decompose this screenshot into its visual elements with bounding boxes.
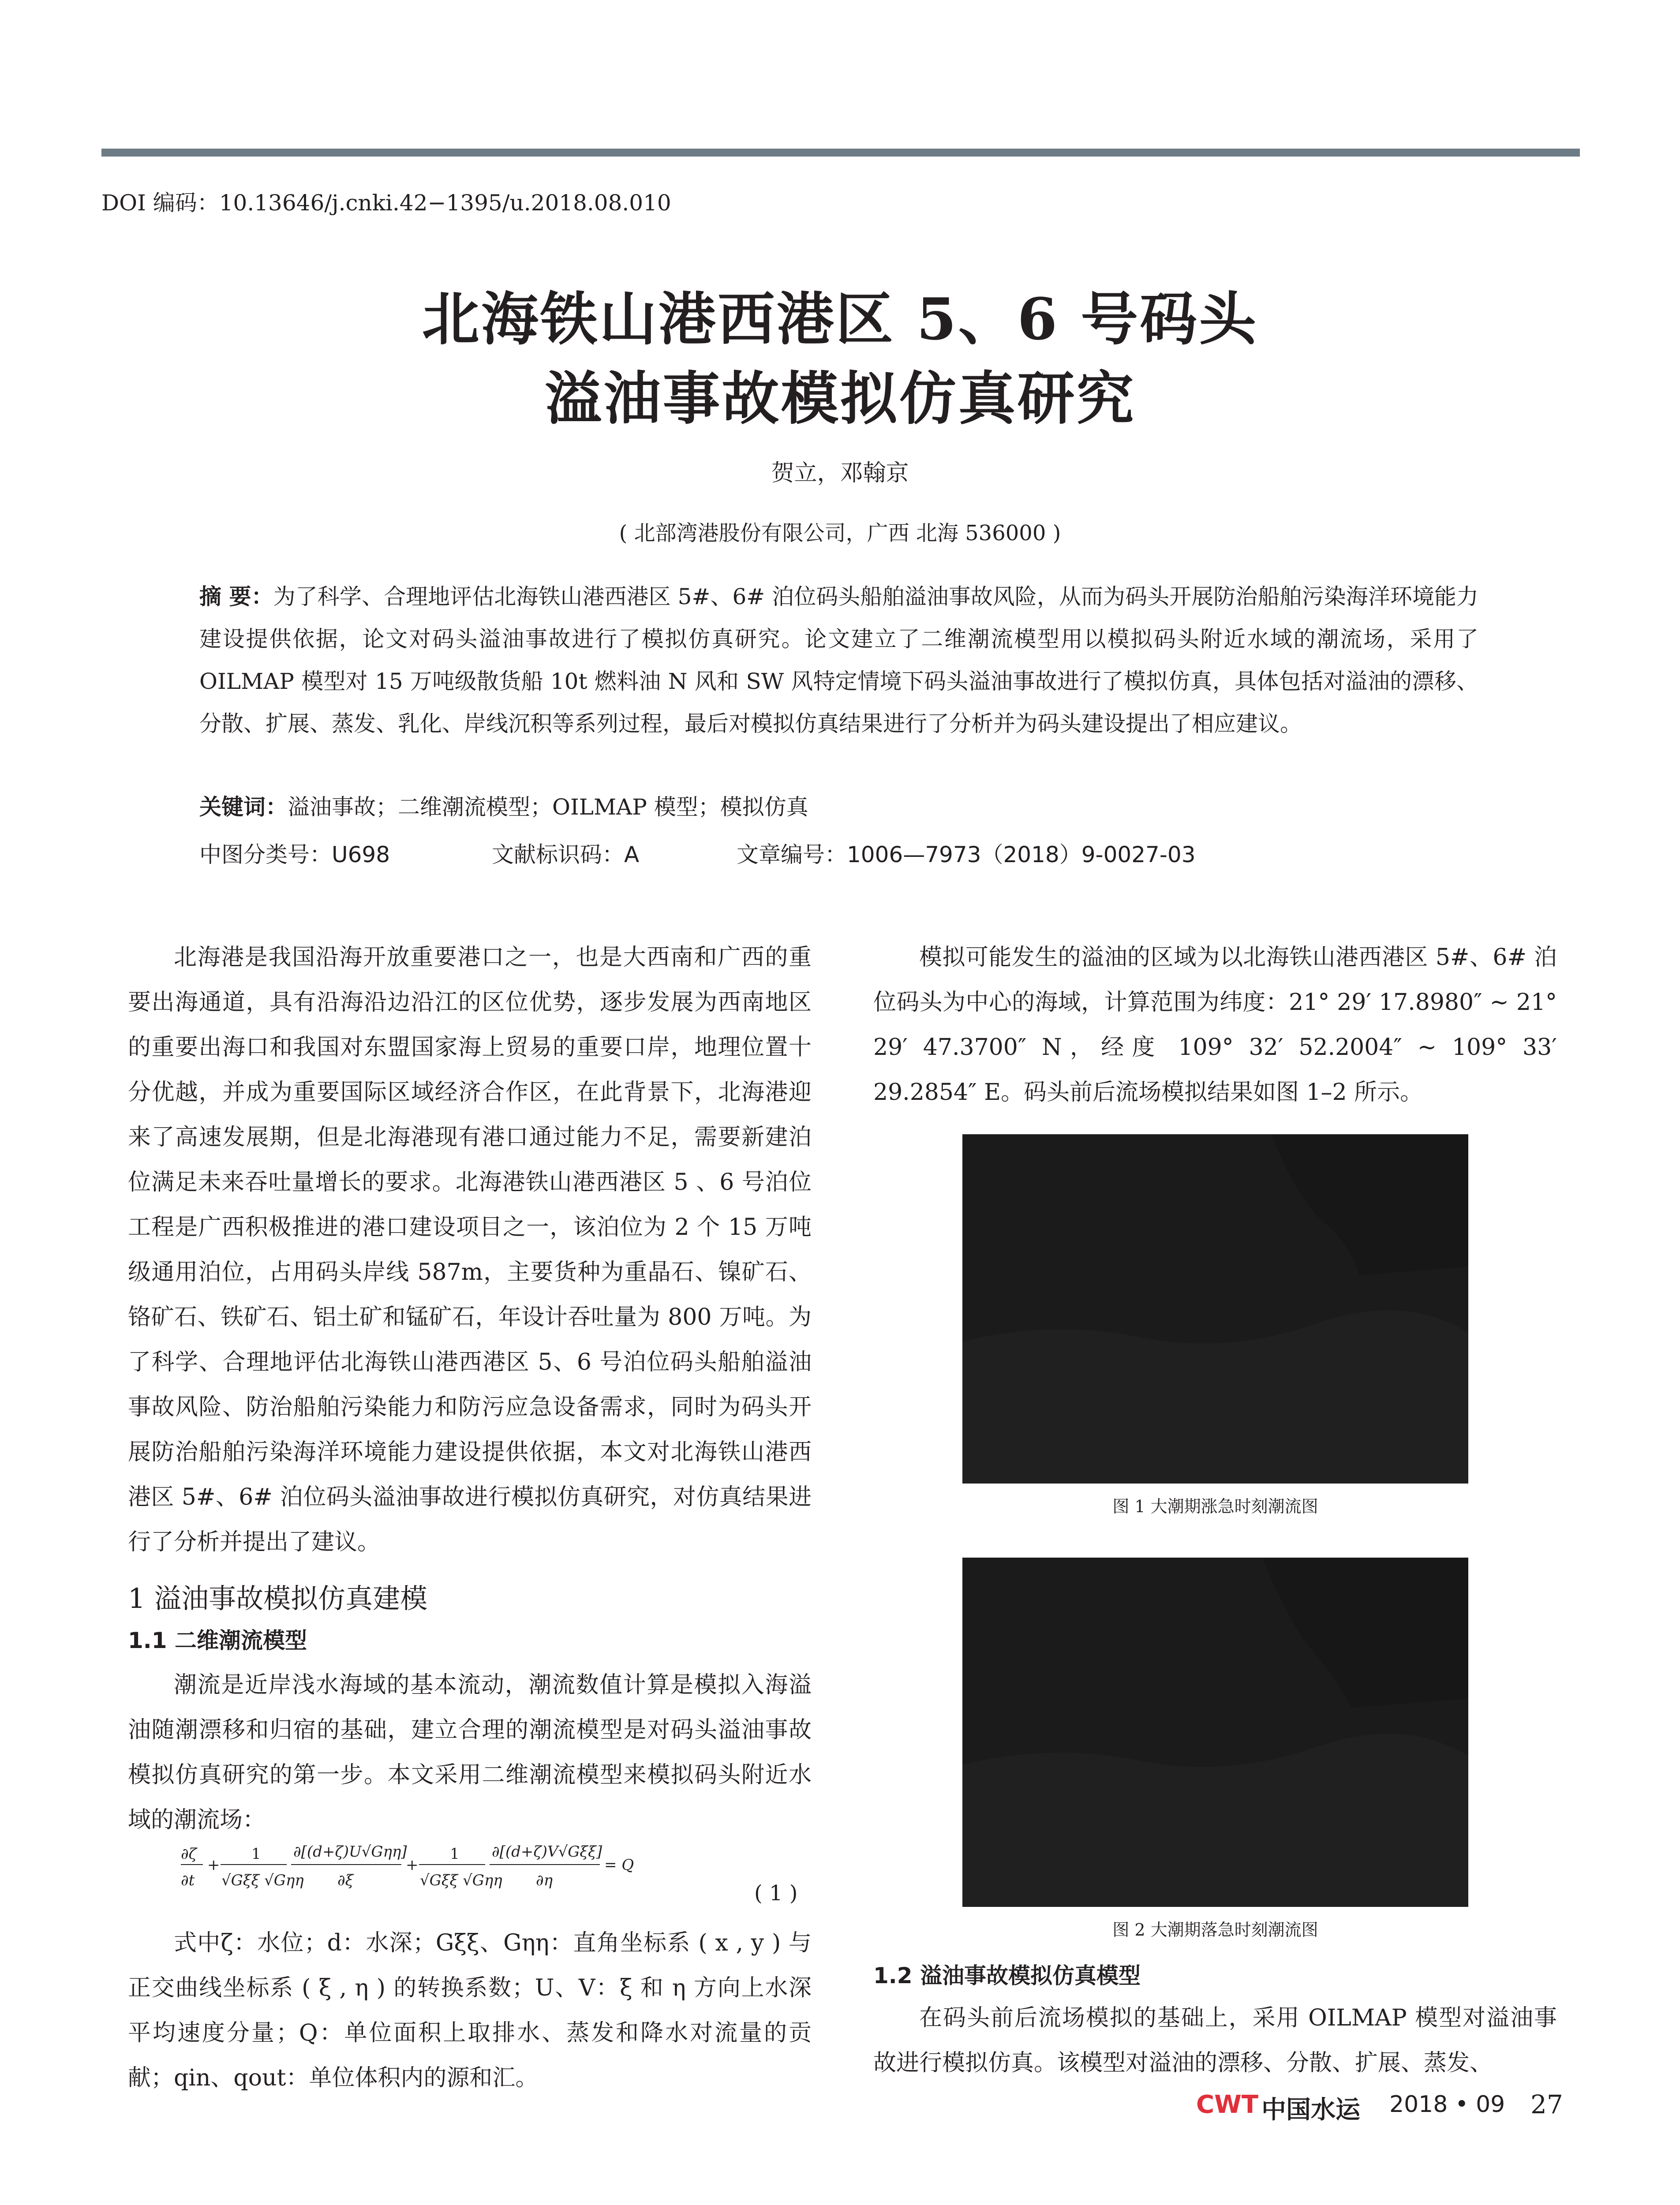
svg-text:∂ξ: ∂ξ <box>337 1872 354 1889</box>
figure-2-image <box>962 1558 1468 1907</box>
figure-1-caption: 图 1 大潮期涨急时刻潮流图 <box>1112 1497 1318 1516</box>
svg-text:1: 1 <box>450 1845 460 1863</box>
figure-1-flood-tide-current-map <box>962 1134 1468 1484</box>
keywords-text: 溢油事故；二维潮流模型；OILMAP 模型；模拟仿真 <box>288 794 808 820</box>
tide-paragraph: 潮流是近岸浅水海域的基本流动，潮流数值计算是模拟入海溢油随潮漂移和归宿的基础，建立合理的潮流模型是对码头溢油事故模拟仿真研究的第一步。本文采用二维潮流模型来模拟码头附近水域的潮流场： <box>128 1672 812 1833</box>
svg-text:1: 1 <box>251 1845 261 1863</box>
abstract-text: 为了科学、合理地评估北海铁山港西港区 5#、6# 泊位码头船舶溢油事故风险，从而为码头开展防治船舶污染海洋环境能力建设提供依据，论文对码头溢油事故进行了模拟仿真研究。论文建立了二维潮流模型用以模拟码头附近水域的潮流场，采用了 OILMAP 模型对 15 万吨级散货船 10t 燃料油 N 风和 SW 风特定情境下码头溢油事故进行了模拟仿真，具体包括对溢油的漂移、分散、扩展、蒸发、乳化、岸线沉积等系列过程，最后对模拟仿真结果进行了分析并为码头建设提出了相应建议。 <box>199 584 1478 736</box>
keywords <box>199 789 808 821</box>
svg-text:∂t: ∂t <box>181 1872 195 1889</box>
section-1-heading: 1 溢油事故模拟仿真建模 <box>128 1582 428 1615</box>
section-1-2-heading: 1.2 溢油事故模拟仿真模型 <box>873 1963 1141 1988</box>
title-line-2: 溢油事故模拟仿真研究 <box>544 365 1136 432</box>
right-column-domain <box>873 935 1557 1115</box>
svg-text:+: + <box>406 1856 419 1874</box>
intro-paragraph: 北海港是我国沿海开放重要港口之一，也是大西南和广西的重要出海通道，具有沿海沿边沿江的区位优势，逐步发展为西南地区的重要出海口和我国对东盟国家海上贸易的重要口岸，地理位置十分优越，并成为重要国际区域经济合作区，在此背景下，北海港迎来了高速发展期，但是北海港现有港口通过能力不足，需要新建泊位满足未来吞吐量增长的要求。北海港铁山港西港区 5 、6 号泊位工程是广西积极推进的港口建设项目之一，该泊位为 2 个 15 万吨级通用泊位，占用码头岸线 587m，主要货种为重晶石、镍矿石、铬矿石、铁矿石、铝土矿和锰矿石，年设计吞吐量为 800 万吨。为了科学、合理地评估北海铁山港西港区 5、6 号泊位码头船舶溢油事故风险、防治船舶污染能力和防污应急设备需求，同时为码头开展防治船舶污染海洋环境能力建设提供依据，本文对北海铁山港西港区 5#、6# 泊位码头溢油事故进行模拟仿真研究，对仿真结果进行了分析并提出了建议。 <box>128 944 812 1555</box>
domain-paragraph: 模拟可能发生的溢油的区域为以北海铁山港西港区 5#、6# 泊位码头为中心的海域，计算范围为纬度：21° 29′ 17.8980″ ~ 21° 29′ 47.3700″ N，经度 109° 32′ 52.2004″ ~ 109° 33′ 29.2854″ E。码头前后流场模拟结果如图 1–2 所示。 <box>873 944 1557 1106</box>
svg-text:∂ζ: ∂ζ <box>181 1845 197 1863</box>
symbols-paragraph: 式中ζ：水位；d：水深；Gξξ、Gηη：直角坐标系 ( x , y ) 与正交曲线坐标系 ( ξ , η ) 的转换系数；U、V：ξ 和 η 方向上水深平均速度分量；Q：单位面积上取排水、蒸发和降水对流量的贡献；qin、qout：单位体积内的源和汇。 <box>128 1930 812 2091</box>
keywords-label: 关键词： <box>199 794 288 820</box>
article-number: 文章编号：1006—7973（2018）9-0027-03 <box>737 842 1196 867</box>
svg-text:√Gξξ √Gηη: √Gξξ √Gηη <box>221 1872 304 1889</box>
abstract <box>199 576 1478 745</box>
figure-2-ebb-tide-current-map <box>962 1558 1468 1907</box>
svg-text:∂η: ∂η <box>536 1872 553 1889</box>
section-1-1-heading: 1.1 二维潮流模型 <box>128 1628 307 1653</box>
authors: 贺立，邓翰京 <box>771 460 909 486</box>
footer-issue-date: 2018 • 09 <box>1389 2091 1505 2118</box>
footer-cwt-logo: CWT <box>1196 2090 1259 2119</box>
svg-text:∂[(d+ζ)U√Gηη]: ∂[(d+ζ)U√Gηη] <box>293 1843 407 1861</box>
svg-text:= Q: = Q <box>604 1856 634 1874</box>
oilmap-paragraph: 在码头前后流场模拟的基础上，采用 OILMAP 模型对溢油事故进行模拟仿真。该模型对溢油的漂移、分散、扩展、蒸发、 <box>873 2005 1557 2076</box>
left-column-intro <box>128 935 812 1565</box>
abstract-label: 摘 要： <box>199 584 273 609</box>
footer-journal-name: 中国水运 <box>1261 2095 1360 2124</box>
left-column-symbols <box>128 1921 812 2100</box>
title-line-1: 北海铁山港西港区 5、6 号码头 <box>422 285 1258 353</box>
svg-text:∂[(d+ζ)V√Gξξ]: ∂[(d+ζ)V√Gξξ] <box>492 1843 602 1861</box>
doi-line: DOI 编码：10.13646/j.cnki.42−1395/u.2018.08.010 <box>101 190 671 216</box>
tide-equation <box>181 1826 820 1914</box>
figure-1-image <box>962 1134 1468 1484</box>
class-number: 中图分类号：U698 <box>199 842 390 867</box>
header-rule <box>101 149 1580 157</box>
figure-2-caption: 图 2 大潮期落急时刻潮流图 <box>1112 1920 1318 1940</box>
footer-page-number: 27 <box>1530 2089 1563 2119</box>
equation-number: ( 1 ) <box>754 1881 798 1906</box>
left-column-tide <box>128 1663 812 1842</box>
affiliation: ( 北部湾港股份有限公司，广西 北海 536000 ) <box>619 521 1061 546</box>
svg-text:+: + <box>207 1856 220 1874</box>
right-column-oilmap <box>873 1996 1557 2085</box>
document-code: 文献标识码：A <box>492 842 640 867</box>
svg-text:√Gξξ √Gηη: √Gξξ √Gηη <box>420 1872 502 1889</box>
